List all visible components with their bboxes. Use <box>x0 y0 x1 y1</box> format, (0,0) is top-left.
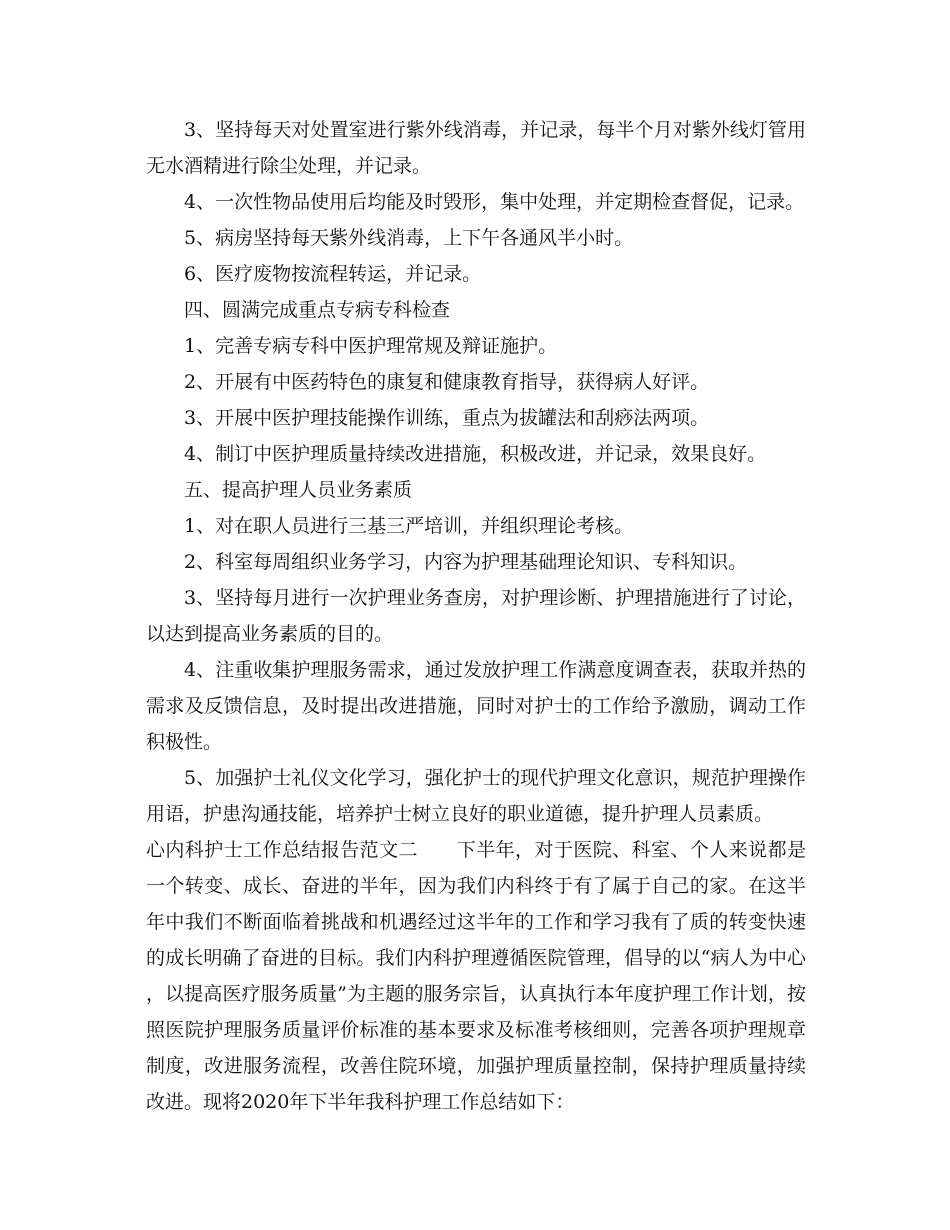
paragraph-section5-item-3: 3、坚持每月进行一次护理业务查房，对护理诊断、护理措施进行了讨论，以达到提高业务素质的目的。 <box>146 587 806 645</box>
section-heading-5: 五、提高护理人员业务素质 <box>184 479 413 501</box>
paragraph-item-6-medical-waste: 6、医疗废物按流程转运，并记录。 <box>184 263 482 285</box>
paragraph-report-two: 心内科护士工作总结报告范文二 下半年，对于医院、科室、个人来说都是一个转变、成长、奋进的半年，因为我们内科终于有了属于自己的家。在这半年中我们不断面临着挑战和机遇经过这半年的工作和学习我有了质的转变快速的成长明确了奋进的目标。我们内科护理遵循医院管理，倡导的以“病人为中心，以提高医疗服务质量”为主题的服务宗旨，认真执行本年度护理工作计划，按照医院护理服务质量评价标准的基本要求及标准考核细则，完善各项护理规章制度，改进服务流程，改善住院环境，加强护理质量控制，保持护理质量持续改进。现将2020年下半年我科护理工作总结如下： <box>146 839 806 1113</box>
paragraph-section5-item-5: 5、加强护士礼仪文化学习，强化护士的现代护理文化意识，规范护理操作用语，护患沟通技能，培养护士树立良好的职业道德，提升护理人员素质。 <box>146 767 806 825</box>
paragraph-section5-item-4: 4、注重收集护理服务需求，通过发放护理工作满意度调查表，获取并热的需求及反馈信息，及时提出改进措施，同时对护士的工作给予激励，调动工作积极性。 <box>146 659 806 753</box>
paragraph-section4-item-4: 4、制订中医护理质量持续改进措施，积极改进，并记录，效果良好。 <box>184 443 767 465</box>
section-heading-4: 四、圆满完成重点专病专科检查 <box>184 299 451 321</box>
paragraph-item-4-disposables: 4、一次性物品使用后均能及时毁形，集中处理，并定期检查督促，记录。 <box>184 191 805 213</box>
document-body <box>146 112 806 1120</box>
paragraph-item-5-ward: 5、病房坚持每天紫外线消毒，上下午各通风半小时。 <box>184 227 634 249</box>
paragraph-section4-item-2: 2、开展有中医药特色的康复和健康教育指导，获得病人好评。 <box>184 371 710 393</box>
paragraph-item-3-disinfection: 3、坚持每天对处置室进行紫外线消毒，并记录，每半个月对紫外线灯管用无水酒精进行除尘处理，并记录。 <box>146 119 806 177</box>
paragraph-section4-item-1: 1、完善专病专科中医护理常规及辩证施护。 <box>184 335 558 357</box>
paragraph-section5-item-2: 2、科室每周组织业务学习，内容为护理基础理论知识、专科知识。 <box>184 551 748 573</box>
paragraph-section5-item-1: 1、对在职人员进行三基三严培训，并组织理论考核。 <box>184 515 634 537</box>
paragraph-section4-item-3: 3、开展中医护理技能操作训练，重点为拔罐法和刮痧法两项。 <box>184 407 710 429</box>
